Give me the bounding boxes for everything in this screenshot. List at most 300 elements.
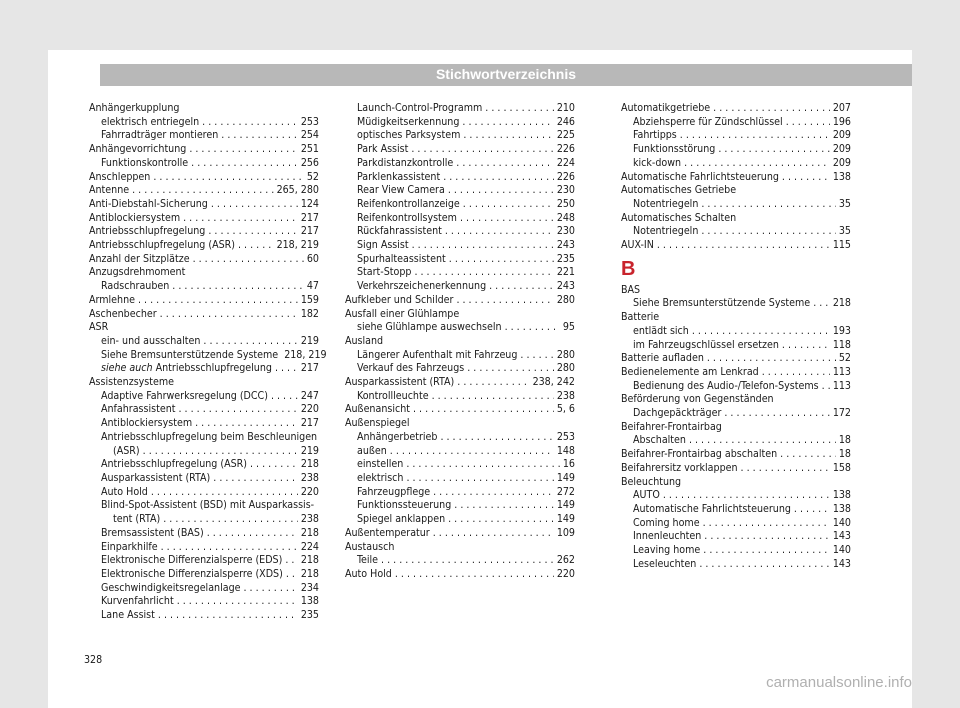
index-entry-text: Antriebsschlupfregelung <box>89 225 206 238</box>
index-entry <box>345 157 575 171</box>
index-entry-page: 243 <box>556 239 575 252</box>
index-entry-label <box>633 489 660 503</box>
index-entry <box>345 458 575 472</box>
index-entry-text: Funktionsstörung <box>633 143 716 156</box>
index-entry <box>89 376 319 390</box>
index-entry-label <box>633 325 689 339</box>
index-entry <box>89 348 327 363</box>
index-entry-text: ASR <box>89 321 109 334</box>
index-entry-leader <box>143 445 298 459</box>
index-entry-leader <box>208 225 297 239</box>
index-entry-text: Längerer Aufenthalt mit Fahrzeug <box>357 348 518 361</box>
index-entry-page: 280 <box>556 362 575 375</box>
index-entry-leader <box>151 486 298 500</box>
index-entry-leader <box>485 102 554 116</box>
index-entry-text: Leaving home <box>633 544 701 557</box>
index-entry <box>621 239 851 253</box>
index-entry <box>89 157 319 171</box>
index-entry-label <box>621 184 736 198</box>
index-entry-text: Batterie aufladen <box>621 352 704 365</box>
index-entry <box>621 116 851 130</box>
index-entry-leader <box>707 352 836 366</box>
index-entry-leader <box>132 184 273 198</box>
index-entry-page: 225 <box>556 129 575 142</box>
index-entry-leader <box>406 472 553 486</box>
index-entry-leader <box>762 366 830 380</box>
index-entry <box>621 462 851 476</box>
index-entry-leader <box>211 198 298 212</box>
index-entry <box>621 171 851 185</box>
index-entry-page: 138 <box>832 502 851 515</box>
index-entry-text: Anzahl der Sitzplätze <box>89 252 190 265</box>
index-entry-text: Start-Stopp <box>357 266 412 279</box>
index-entry-leader <box>207 527 298 541</box>
index-entry-text: Automatisches Schalten <box>621 211 737 224</box>
index-entry-label <box>633 116 783 130</box>
index-entry-text: Müdigkeitserkennung <box>357 115 460 128</box>
index-entry-leader <box>456 294 553 308</box>
index-entry-label <box>633 434 686 448</box>
index-entry-label <box>357 198 460 212</box>
index-entry-page: 230 <box>556 225 575 238</box>
index-entry-label <box>357 321 502 335</box>
index-entry <box>89 308 319 322</box>
index-entry-leader <box>657 239 830 253</box>
index-entry-text: Radschrauben <box>101 280 170 293</box>
index-entry-text: Automatikgetriebe <box>621 102 711 114</box>
index-entry-page: 235 <box>556 252 575 265</box>
index-entry-page: 196 <box>832 115 851 128</box>
index-entry <box>621 448 851 462</box>
index-entry-text: Funktionskontrolle <box>101 156 189 169</box>
index-entry <box>89 143 319 157</box>
index-entry <box>89 445 319 459</box>
index-entry-label <box>101 116 199 130</box>
index-entry <box>89 499 319 513</box>
index-entry-text: Elektronische Differenzialsperre (EDS) <box>101 554 283 567</box>
index-entry-text: Außentemperatur <box>345 526 430 539</box>
index-entry-leader <box>163 513 298 527</box>
index-entry <box>89 321 319 335</box>
index-entry <box>345 308 575 322</box>
index-entry <box>89 225 319 239</box>
index-entry-leader <box>794 503 830 517</box>
index-entry-text: Automatische Fahrlichtsteuerung <box>633 502 791 515</box>
index-entry-text: Aschenbecher <box>89 307 157 320</box>
index-entry-label <box>345 335 383 349</box>
index-entry-label <box>101 458 247 472</box>
index-entry-leader <box>286 568 298 582</box>
index-entry <box>621 157 851 171</box>
index-entry-text: Reifenkontrollsystem <box>357 211 457 224</box>
index-entry <box>621 530 851 544</box>
index-entry-text: Funktionssteuerung <box>357 499 452 512</box>
index-entry-label <box>357 225 442 239</box>
index-entry <box>621 489 851 503</box>
index-entry-text: Bedienelemente am Lenkrad <box>621 365 759 378</box>
index-entry-page: 218, 219 <box>284 348 327 361</box>
index-entry-leader <box>463 198 554 212</box>
index-entry-text: kick-down <box>633 156 682 169</box>
index-entry-page: 224 <box>300 540 319 553</box>
index-entry-leader <box>213 472 298 486</box>
index-entry-label <box>89 184 129 198</box>
index-entry-page: 238 <box>556 389 575 402</box>
watermark: carmanualsonline.info <box>766 674 912 691</box>
index-entry <box>621 421 851 435</box>
index-entry <box>345 417 575 431</box>
index-entry-label <box>357 239 409 253</box>
index-entry <box>89 403 319 417</box>
section-header <box>100 64 912 86</box>
index-entry-label <box>621 212 736 226</box>
index-entry-text: Assistenzsysteme <box>89 376 175 389</box>
index-entry-text: Antriebsschlupfregelung <box>155 362 272 375</box>
index-entry-label <box>621 421 722 435</box>
index-entry-page: 138 <box>300 595 319 608</box>
index-entry <box>89 554 319 568</box>
index-entry-text: Außenansicht <box>345 403 410 416</box>
index-entry-page: 115 <box>832 239 851 252</box>
index-entry <box>345 486 575 500</box>
index-entry-page: 218 <box>300 526 319 539</box>
index-entry-page: 140 <box>832 516 851 529</box>
index-entry-label <box>357 266 411 280</box>
index-entry-text: Automatisches Getriebe <box>621 184 737 197</box>
index-entry-text: Austausch <box>345 540 395 553</box>
index-entry-label <box>345 541 394 555</box>
index-entry-leader <box>440 431 553 445</box>
index-entry-page: 243 <box>556 280 575 293</box>
index-entry-leader <box>414 266 553 280</box>
index-entry-leader <box>505 321 560 335</box>
index-entry-label <box>357 171 440 185</box>
index-entry-label <box>621 462 738 476</box>
index-entry-text: Anfahrassistent <box>101 403 176 416</box>
index-entry-text: siehe Glühlampe auswechseln <box>357 321 502 334</box>
index-entry-label <box>621 393 774 407</box>
index-entry-page: 217 <box>300 211 319 224</box>
index-entry-text: Ausparkassistent (RTA) <box>101 471 211 484</box>
index-entry-label <box>633 407 721 421</box>
index-entry-leader <box>244 582 298 596</box>
index-entry-label <box>101 349 278 363</box>
index-entry <box>345 499 575 513</box>
index-entry-leader <box>202 116 298 130</box>
index-entry <box>621 517 851 531</box>
index-entry-leader <box>462 116 553 130</box>
index-entry-text: Fahrradträger montieren <box>101 129 219 142</box>
index-entry <box>621 380 851 394</box>
index-entry <box>621 129 851 143</box>
index-entry <box>345 335 575 349</box>
index-entry-text: Sign Assist <box>357 239 409 252</box>
index-entry-label <box>357 513 445 527</box>
index-entry <box>621 393 851 407</box>
index-entry-page: 138 <box>832 170 851 183</box>
index-entry-page: 218 <box>832 297 851 310</box>
index-entry <box>89 171 319 185</box>
index-entry-leader <box>433 527 554 541</box>
index-entry-leader <box>813 297 830 311</box>
index-entry-text: tent (RTA) <box>113 513 161 526</box>
index-entry-leader <box>520 349 553 363</box>
index-entry-page: 109 <box>556 526 575 539</box>
index-entry-leader <box>250 458 298 472</box>
index-entry-text: Rear View Camera <box>357 184 445 197</box>
index-entry-page: 140 <box>832 544 851 557</box>
index-entry-text: Anzugsdrehmoment <box>89 266 186 279</box>
index-entry-label <box>633 530 701 544</box>
index-entry-label <box>633 198 698 212</box>
index-entry-page: 218 <box>300 567 319 580</box>
index-entry-text: Beleuchtung <box>621 475 682 488</box>
index-entry-text: Ausland <box>345 334 384 347</box>
index-entry <box>345 362 575 376</box>
index-entry-text: Kurvenfahrlicht <box>101 595 174 608</box>
index-entry-text: Geschwindigkeitsregelanlage <box>101 581 241 594</box>
index-entry-label <box>101 595 174 609</box>
index-entry-text: Antiblockiersystem <box>101 417 193 430</box>
index-entry-text: Parkdistanzkontrolle <box>357 156 454 169</box>
index-entry-leader <box>448 184 554 198</box>
index-entry-text: Anhängerbetrieb <box>357 430 438 443</box>
index-entry-text: Spiegel anklappen <box>357 513 446 526</box>
index-entry-label <box>357 280 486 294</box>
index-entry-leader <box>160 308 298 322</box>
index-entry-page: 217 <box>300 225 319 238</box>
index-entry-text: Blind-Spot-Assistent (BSD) mit Ausparkassis- <box>101 499 315 512</box>
index-entry-page: 218 <box>300 554 319 567</box>
index-entry <box>345 445 575 459</box>
index-entry-label <box>357 362 464 376</box>
index-entry <box>89 116 319 130</box>
index-entry-label <box>345 308 459 322</box>
index-entry-leader <box>413 403 554 417</box>
index-entry-page: 149 <box>556 471 575 484</box>
index-entry-page: 226 <box>556 143 575 156</box>
index-entry-leader <box>456 157 554 171</box>
index-entry-text: Auto Hold <box>101 485 148 498</box>
index-entry-leader <box>703 544 830 558</box>
index-entry-leader <box>153 171 304 185</box>
index-entry-leader <box>701 225 836 239</box>
index-entry <box>89 472 319 486</box>
section-title: Stichwortverzeichnis <box>435 66 577 82</box>
index-entry-label <box>621 171 779 185</box>
index-entry <box>621 503 851 517</box>
index-entry-text: BAS <box>621 283 641 296</box>
index-entry-text: Anti-Diebstahl-Sicherung <box>89 197 208 210</box>
index-entry-text: Beifahrer-Frontairbag abschalten <box>621 448 778 461</box>
index-entry-label <box>345 376 454 390</box>
index-entry-page: 60 <box>306 252 319 265</box>
index-letter-heading: B <box>621 257 636 280</box>
index-entry-text: Beförderung von Gegenständen <box>621 393 774 406</box>
index-entry-leader <box>713 102 830 116</box>
index-entry-text: Beifahrer-Frontairbag <box>621 420 722 433</box>
index-entry-text: Bremsassistent (BAS) <box>101 526 204 539</box>
index-column-1 <box>89 102 327 623</box>
index-entry-text: Verkehrszeichenerkennung <box>357 280 487 293</box>
index-entry-label <box>101 609 155 623</box>
index-entry-label <box>101 568 283 582</box>
index-entry-label <box>101 499 314 513</box>
index-entry-label <box>101 280 169 294</box>
index-entry <box>345 253 575 267</box>
index-entry-leader <box>680 129 830 143</box>
index-entry-label <box>633 517 700 531</box>
index-entry-label <box>101 582 241 596</box>
index-entry-leader <box>172 280 304 294</box>
index-entry-leader <box>432 390 554 404</box>
index-entry-leader <box>395 568 554 582</box>
index-entry-label <box>621 239 654 253</box>
index-entry-label <box>345 417 410 431</box>
index-entry <box>621 352 851 366</box>
index-entry <box>345 116 575 130</box>
index-entry-page: 219 <box>300 334 319 347</box>
index-entry-text: Einparkhilfe <box>101 540 158 553</box>
index-entry-label <box>357 102 482 116</box>
index-entry-leader <box>724 407 829 421</box>
index-entry-label <box>113 513 160 527</box>
index-entry-leader <box>445 225 554 239</box>
index-entry-label <box>101 390 268 404</box>
index-entry-leader <box>411 143 553 157</box>
index-entry-text: ein- und ausschalten <box>101 334 201 347</box>
index-entry-leader <box>412 239 554 253</box>
index-entry-text: Park Assist <box>357 143 409 156</box>
index-entry-page: 95 <box>562 321 575 334</box>
index-entry-page: 5, 6 <box>556 403 575 416</box>
index-entry-leader <box>786 116 830 130</box>
index-entry-label <box>89 143 186 157</box>
index-entry-label <box>101 486 148 500</box>
index-entry-text: einstellen <box>357 458 404 471</box>
index-entry-leader <box>701 198 836 212</box>
index-entry <box>89 198 319 212</box>
index-entry-page: 159 <box>300 293 319 306</box>
index-entry <box>345 568 575 582</box>
index-entry <box>345 376 575 390</box>
index-entry-leader <box>178 403 297 417</box>
index-entry-text: Außenspiegel <box>345 417 410 430</box>
index-column-3 <box>621 102 851 572</box>
index-entry-leader <box>699 558 830 572</box>
index-entry-text: Bedienung des Audio-/Telefon-Systems <box>633 379 819 392</box>
index-entry-label <box>89 294 135 308</box>
index-entry-label <box>633 503 791 517</box>
index-entry-text: optisches Parksystem <box>357 129 461 142</box>
index-entry <box>345 143 575 157</box>
index-entry-text: Coming home <box>633 516 700 529</box>
index-entry-label <box>621 284 640 298</box>
index-entry <box>345 225 575 239</box>
index-entry-text: Leseleuchten <box>633 557 697 570</box>
index-entry <box>621 184 851 198</box>
index-entry-label <box>89 102 179 116</box>
index-entry <box>89 390 319 404</box>
index-entry-leader <box>271 390 298 404</box>
index-entry-label <box>621 102 710 116</box>
index-entry-label <box>633 380 819 394</box>
index-entry-text: im Fahrzeugschlüssel ersetzen <box>633 338 779 351</box>
index-entry-text: Antiblockiersystem <box>89 211 181 224</box>
index-entry <box>345 294 575 308</box>
index-entry-label <box>89 321 108 335</box>
index-entry-text: Antriebsschlupfregelung (ASR) <box>89 239 235 252</box>
index-entry <box>621 434 851 448</box>
index-entry <box>345 527 575 541</box>
index-entry <box>621 143 851 157</box>
index-entry-label <box>357 253 446 267</box>
index-entry <box>621 476 851 490</box>
index-entry-page: 248 <box>556 211 575 224</box>
index-entry-text: (ASR) <box>113 444 140 457</box>
index-entry-label <box>633 339 779 353</box>
index-entry-label <box>621 476 681 490</box>
index-entry-page: 210 <box>556 102 575 114</box>
index-entry <box>621 366 851 380</box>
index-entry-page: 280 <box>556 348 575 361</box>
index-entry-text: Antriebsschlupfregelung (ASR) <box>101 458 247 471</box>
index-entry-text: Spurhalteassistent <box>357 252 446 265</box>
index-entry-label-italic: siehe auch <box>101 362 153 375</box>
index-entry <box>89 129 319 143</box>
index-entry-leader <box>454 499 554 513</box>
index-entry-page: 47 <box>306 280 319 293</box>
index-entry-label <box>357 458 403 472</box>
index-entry-leader <box>285 554 297 568</box>
index-entry-page: 234 <box>300 581 319 594</box>
index-entry-label <box>101 527 204 541</box>
index-entry-page: 280 <box>556 293 575 306</box>
index-entry-page: 250 <box>556 197 575 210</box>
index-entry-label <box>101 541 158 555</box>
index-entry-text: Ausfall einer Glühlampe <box>345 307 460 320</box>
index-entry <box>89 527 319 541</box>
index-entry-page: 52 <box>838 352 851 365</box>
index-entry-leader <box>449 253 554 267</box>
index-entry-page: 230 <box>556 184 575 197</box>
index-entry-label <box>621 448 777 462</box>
index-entry <box>89 335 319 349</box>
index-entry-page: 158 <box>832 461 851 474</box>
index-entry-text: Launch-Control-Programm <box>357 102 483 114</box>
index-entry-page: 209 <box>832 143 851 156</box>
index-entry-label <box>357 390 429 404</box>
index-entry-text: Aufkleber und Schilder <box>345 293 454 306</box>
index-entry-label <box>357 486 430 500</box>
index-entry-label <box>89 266 185 280</box>
index-entry-text: Rückfahrassistent <box>357 225 442 238</box>
index-entry <box>89 417 319 431</box>
index-entry-label <box>621 352 704 366</box>
index-entry <box>345 349 575 363</box>
index-entry-label <box>89 171 150 185</box>
index-entry-label <box>89 198 208 212</box>
index-entry-text: elektrisch entriegeln <box>101 115 200 128</box>
index-entry-leader <box>780 448 836 462</box>
index-entry-label <box>621 311 659 325</box>
index-entry-page: 193 <box>832 324 851 337</box>
index-entry-label <box>101 403 175 417</box>
index-entry-label <box>621 366 759 380</box>
index-entry-leader <box>138 294 298 308</box>
index-entry-page: 118 <box>832 338 851 351</box>
index-entry <box>89 184 319 198</box>
